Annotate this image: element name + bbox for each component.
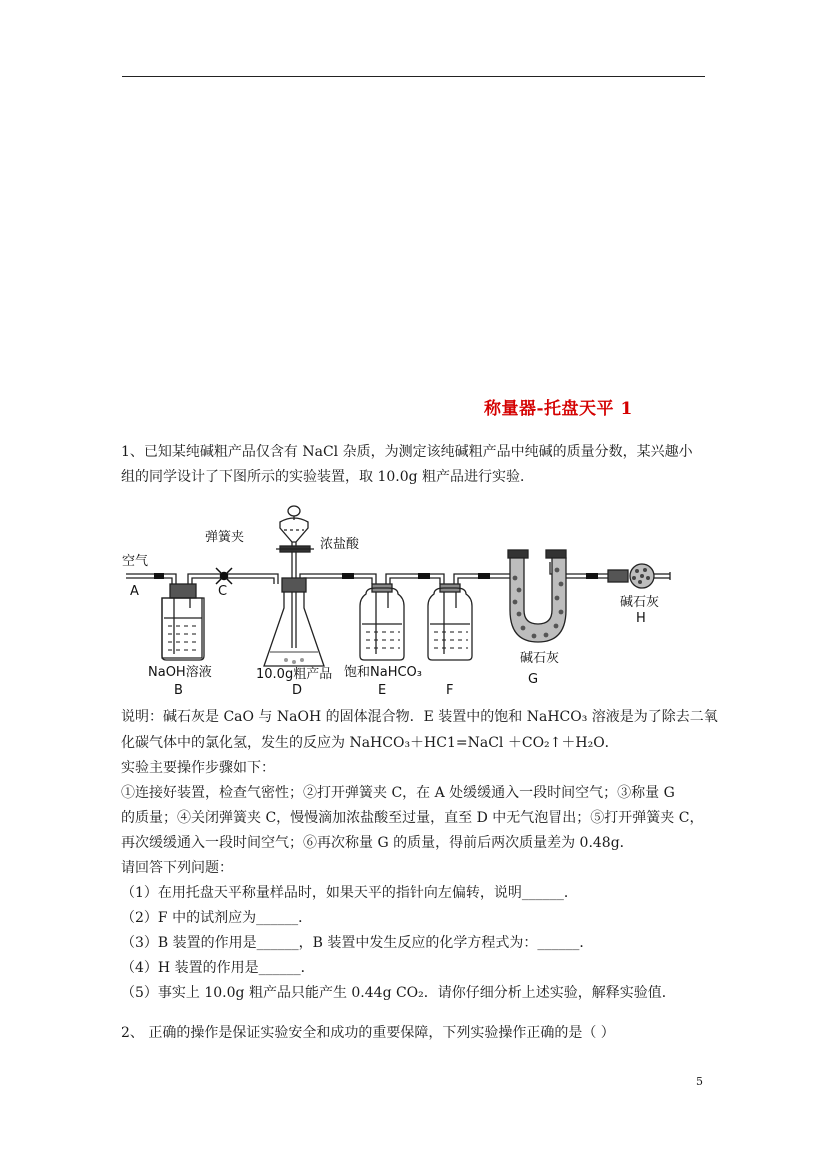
q1-sub-question-5: （5）事实上 10.0g 粗产品只能产生 0.44g CO₂．请你仔细分析上述实验，解释实验值． bbox=[121, 985, 676, 1001]
tube-e-to-f bbox=[386, 574, 444, 584]
label-b: B bbox=[174, 683, 183, 698]
drying-tube-h bbox=[608, 564, 670, 588]
apparatus-figure bbox=[118, 498, 678, 703]
q1-sub-question-1: （1）在用托盘天平称量样品时，如果天平的指针向左偏转，说明______． bbox=[121, 885, 578, 901]
q1-steps-line-1: ①连接好装置，检查气密性；②打开弹簧夹 C，在 A 处缓缓通入一段时间空气；③称量 G bbox=[121, 785, 675, 801]
label-d: D bbox=[292, 683, 303, 698]
bottle-f bbox=[428, 584, 472, 660]
section-title: 称量器-托盘天平 1 bbox=[484, 399, 633, 419]
label-h: H bbox=[636, 611, 646, 626]
bottle-b bbox=[162, 584, 204, 660]
label-air: 空气 bbox=[122, 554, 149, 569]
q1-note-line-2: 化碳气体中的氯化氢，发生的反应为 NaHCO₃＋HC1=NaCl ＋CO₂↑＋H₂O． bbox=[121, 735, 619, 751]
label-crude-product: 10.0g粗产品 bbox=[256, 667, 333, 682]
label-c: C bbox=[218, 584, 228, 599]
flask-d bbox=[264, 506, 324, 666]
label-naoh-solution: NaOH溶液 bbox=[148, 665, 212, 680]
q1-note-line-1: 说明：碱石灰是 CaO 与 NaOH 的固体混合物．E 装置中的饱和 NaHCO₃ 溶液是为了除去二氧 bbox=[121, 709, 718, 725]
page-number: 5 bbox=[696, 1075, 703, 1088]
tube-b-to-d bbox=[188, 574, 278, 584]
label-e: E bbox=[378, 683, 387, 698]
label-soda-lime-h: 碱石灰 bbox=[620, 595, 660, 610]
label-soda-lime-g: 碱石灰 bbox=[520, 651, 560, 666]
label-spring-clip: 弹簧夹 bbox=[205, 530, 245, 545]
q1-steps-line-2: 的质量；④关闭弹簧夹 C，慢慢滴加浓盐酸至过量，直至 D 中无气泡冒出；⑤打开弹簧夹 C， bbox=[121, 810, 704, 826]
q1-sub-question-3: （3）B 装置的作用是______，B 装置中发生反应的化学方程式为：______． bbox=[121, 935, 594, 951]
q1-intro-line-2: 组的同学设计了下图所示的实验装置，取 10.0g 粗产品进行实验． bbox=[121, 469, 535, 485]
q1-steps-heading: 实验主要操作步骤如下： bbox=[121, 760, 275, 776]
q1-steps-line-3: 再次缓缓通入一段时间空气；⑥再次称量 G 的质量，得前后两次质量差为 0.48g． bbox=[121, 835, 634, 851]
q1-intro-line-1: 1、已知某纯碱粗产品仅含有 NaCl 杂质，为测定该纯碱粗产品中纯碱的质量分数，某兴趣小 bbox=[121, 444, 693, 460]
bottle-e bbox=[360, 584, 404, 660]
label-a: A bbox=[130, 584, 139, 599]
label-sat-nahco3: 饱和NaHCO₃ bbox=[344, 665, 422, 680]
spring-clip-c bbox=[216, 568, 232, 584]
label-g: G bbox=[528, 672, 539, 687]
air-inlet-tube bbox=[126, 574, 176, 584]
q1-sub-question-2: （2）F 中的试剂应为______． bbox=[121, 910, 313, 926]
u-tube-g bbox=[508, 550, 566, 642]
q1-sub-question-4: （4）H 装置的作用是______． bbox=[121, 960, 315, 976]
label-f: F bbox=[446, 683, 454, 698]
label-conc-hcl: 浓盐酸 bbox=[320, 537, 360, 552]
q1-ask: 请回答下列问题： bbox=[121, 860, 233, 876]
header-rule bbox=[122, 76, 705, 77]
q2-text: 2、 正确的操作是保证实验安全和成功的重要保障，下列实验操作正确的是（ ） bbox=[121, 1025, 615, 1041]
tube-d-to-e bbox=[300, 574, 376, 584]
